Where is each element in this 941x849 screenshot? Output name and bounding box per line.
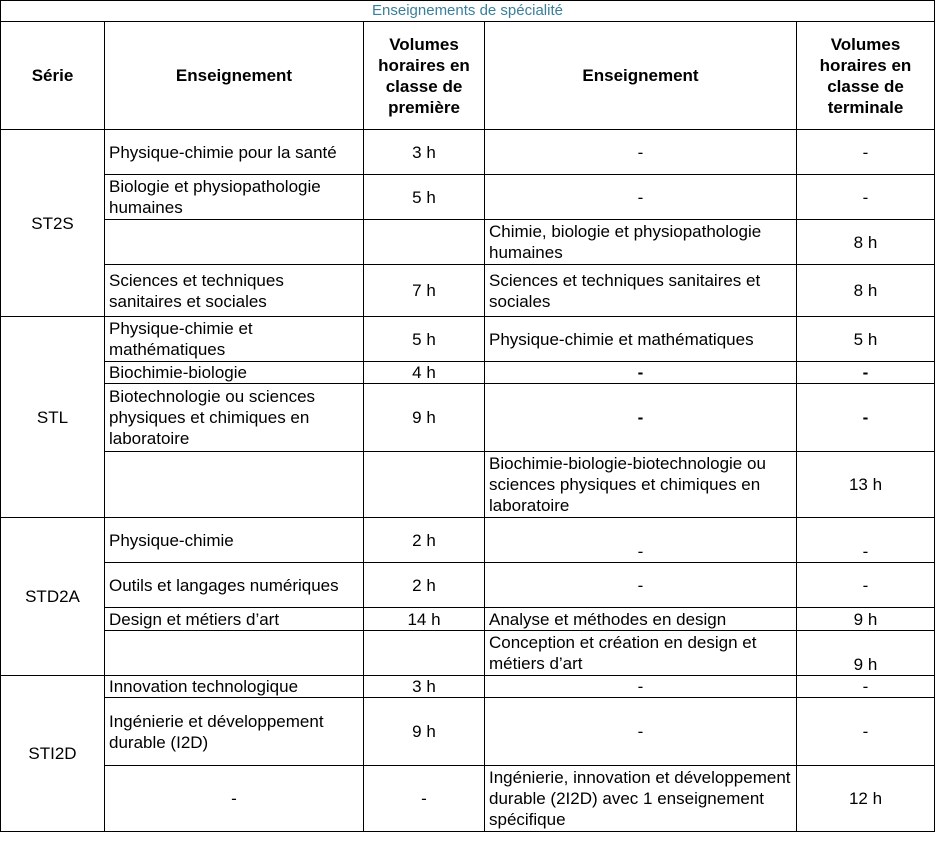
volume-terminale-cell: -	[797, 130, 935, 175]
volume-terminale-cell: -	[797, 518, 935, 563]
volume-premiere-cell: 2 h	[364, 518, 485, 563]
volume-premiere-cell: 3 h	[364, 130, 485, 175]
enseignement-premiere-cell: Physique-chimie	[105, 518, 364, 563]
table-row	[1, 563, 935, 608]
enseignement-premiere-cell: Ingénierie et développement durable (I2D)	[105, 698, 364, 766]
enseignement-terminale-cell: Chimie, biologie et physiopathologie humaines	[485, 220, 797, 265]
enseignement-terminale-cell: -	[485, 130, 797, 175]
table-row	[1, 676, 935, 698]
enseignement-premiere-cell: Biologie et physiopathologie humaines	[105, 175, 364, 220]
serie-cell-sti2d: STI2D	[1, 676, 105, 832]
enseignement-terminale-cell: Ingénierie, innovation et développement durable (2I2D) avec 1 enseignement spécifique	[485, 766, 797, 832]
table-row	[1, 518, 935, 563]
enseignement-premiere-cell: Physique-chimie et mathématiques	[105, 317, 364, 362]
volume-premiere-cell: 5 h	[364, 317, 485, 362]
enseignement-terminale-cell: -	[485, 676, 797, 698]
enseignement-terminale-cell: Conception et création en design et métiers d’art	[485, 631, 797, 676]
header-enseignement-terminale: Enseignement	[485, 22, 797, 130]
volume-terminale-cell: 8 h	[797, 265, 935, 317]
enseignement-terminale-cell: Physique-chimie et mathématiques	[485, 317, 797, 362]
volume-premiere-cell	[364, 220, 485, 265]
volume-terminale-cell: -	[797, 384, 935, 452]
enseignement-terminale-cell: Sciences et techniques sanitaires et sociales	[485, 265, 797, 317]
enseignement-premiere-cell: Physique-chimie pour la santé	[105, 130, 364, 175]
enseignement-terminale-cell: -	[485, 563, 797, 608]
enseignement-terminale-cell: -	[485, 175, 797, 220]
header-serie: Série	[1, 22, 105, 130]
volume-terminale-cell: -	[797, 676, 935, 698]
volume-terminale-cell: -	[797, 563, 935, 608]
enseignement-premiere-cell: -	[105, 766, 364, 832]
table-row	[1, 452, 935, 518]
volume-terminale-cell: 9 h	[797, 631, 935, 676]
enseignement-premiere-cell: Sciences et techniques sanitaires et sociales	[105, 265, 364, 317]
enseignement-premiere-cell	[105, 452, 364, 518]
table-caption: Enseignements de spécialité	[1, 1, 935, 22]
table-row	[1, 130, 935, 175]
volume-premiere-cell: 9 h	[364, 384, 485, 452]
enseignement-premiere-cell: Biochimie-biologie	[105, 362, 364, 384]
volume-premiere-cell: 3 h	[364, 676, 485, 698]
enseignement-terminale-cell: Biochimie-biologie-biotechnologie ou sciences physiques et chimiques en laboratoire	[485, 452, 797, 518]
volume-premiere-cell: 14 h	[364, 608, 485, 631]
table-row	[1, 698, 935, 766]
table-row	[1, 766, 935, 832]
enseignement-premiere-cell: Biotechnologie ou sciences physiques et chimiques en laboratoire	[105, 384, 364, 452]
table-row	[1, 608, 935, 631]
volume-terminale-cell: 8 h	[797, 220, 935, 265]
header-row	[1, 22, 935, 130]
enseignement-premiere-cell: Design et métiers d’art	[105, 608, 364, 631]
enseignement-premiere-cell	[105, 631, 364, 676]
volume-premiere-cell: 7 h	[364, 265, 485, 317]
header-volumes-premiere: Volumes horaires en classe de première	[364, 22, 485, 130]
enseignement-premiere-cell: Innovation technologique	[105, 676, 364, 698]
volume-premiere-cell: -	[364, 766, 485, 832]
volume-terminale-cell: -	[797, 175, 935, 220]
table-row	[1, 631, 935, 676]
volume-premiere-cell: 4 h	[364, 362, 485, 384]
volume-terminale-cell: 5 h	[797, 317, 935, 362]
enseignement-terminale-cell: -	[485, 518, 797, 563]
enseignement-premiere-cell: Outils et langages numériques	[105, 563, 364, 608]
enseignement-premiere-cell	[105, 220, 364, 265]
header-volumes-terminale: Volumes horaires en classe de terminale	[797, 22, 935, 130]
table-row	[1, 265, 935, 317]
enseignement-terminale-cell: Analyse et méthodes en design	[485, 608, 797, 631]
enseignement-terminale-cell: -	[485, 698, 797, 766]
volume-premiere-cell	[364, 452, 485, 518]
table-row	[1, 384, 935, 452]
enseignement-terminale-cell: -	[485, 362, 797, 384]
volume-terminale-cell: 9 h	[797, 608, 935, 631]
table-caption-row	[1, 1, 935, 22]
volume-terminale-cell: -	[797, 362, 935, 384]
table-row	[1, 317, 935, 362]
header-enseignement-premiere: Enseignement	[105, 22, 364, 130]
volume-terminale-cell: 13 h	[797, 452, 935, 518]
table-row	[1, 175, 935, 220]
volume-premiere-cell: 9 h	[364, 698, 485, 766]
volume-premiere-cell	[364, 631, 485, 676]
table-row	[1, 362, 935, 384]
volume-premiere-cell: 2 h	[364, 563, 485, 608]
volume-terminale-cell: -	[797, 698, 935, 766]
serie-cell-stl: STL	[1, 317, 105, 518]
table-row	[1, 220, 935, 265]
serie-cell-st2s: ST2S	[1, 130, 105, 317]
volume-terminale-cell: 12 h	[797, 766, 935, 832]
serie-cell-std2a: STD2A	[1, 518, 105, 676]
volume-premiere-cell: 5 h	[364, 175, 485, 220]
enseignement-terminale-cell: -	[485, 384, 797, 452]
